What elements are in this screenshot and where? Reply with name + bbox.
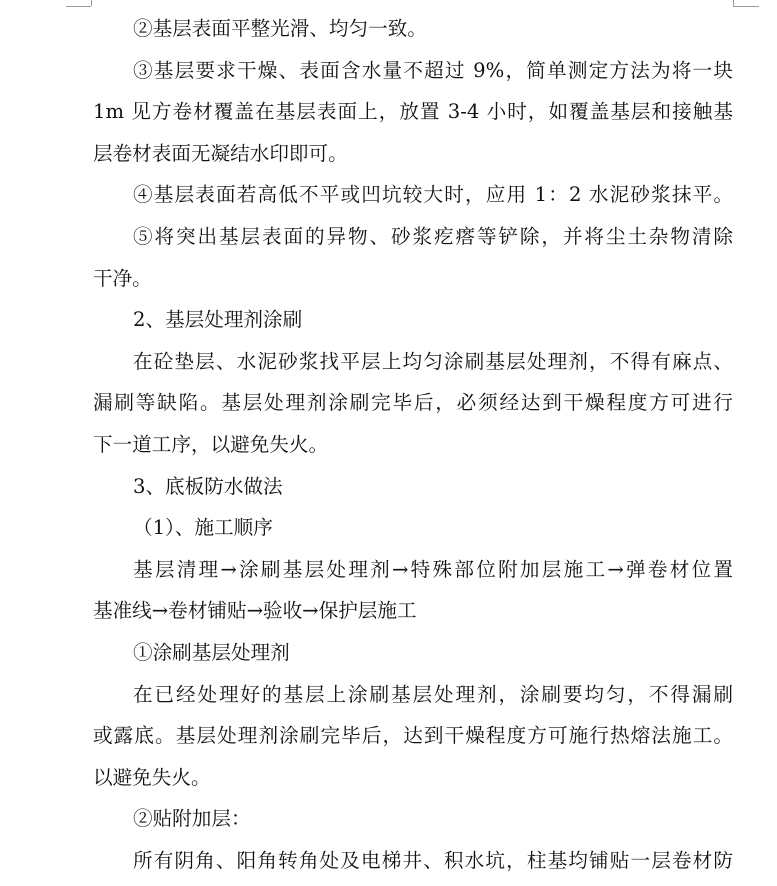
- text-line: 在砼垫层、水泥砂浆找平层上均匀涂刷基层处理剂，不得有麻点、: [133, 349, 733, 373]
- text-line: 基准线→卷材铺贴→验收→保护层施工: [93, 599, 417, 623]
- text-line: 下一道工序，以避免失火。: [93, 432, 329, 456]
- margin-corner-mark: [733, 6, 759, 7]
- text-line: 以避免失火。: [93, 765, 211, 789]
- text-line: 层卷材表面无凝结水印即可。: [93, 141, 348, 165]
- text-line: 在已经处理好的基层上涂刷基层处理剂，涂刷要均匀，不得漏刷: [133, 682, 733, 706]
- text-line: 干净。: [93, 266, 152, 290]
- text-line: 所有阴角、阳角转角处及电梯井、积水坑，柱基均铺贴一层卷材防: [133, 848, 733, 872]
- text-line: 或露底。基层处理剂涂刷完毕后，达到干燥程度方可施行热熔法施工。: [93, 724, 733, 748]
- document-body: [93, 8, 733, 881]
- text-line: 漏刷等缺陷。基层处理剂涂刷完毕后，必须经达到干燥程度方可进行: [93, 391, 733, 415]
- text-line: 基层清理→涂刷基层处理剂→特殊部位附加层施工→弹卷材位置: [133, 557, 733, 581]
- text-line: 1m 见方卷材覆盖在基层表面上，放置 3-4 小时，如覆盖基层和接触基: [93, 100, 733, 124]
- text-line: 2、基层处理剂涂刷: [133, 308, 303, 332]
- text-line: ⑤将突出基层表面的异物、砂浆疙瘩等铲除，并将尘土杂物清除: [133, 224, 733, 248]
- margin-corner-mark: [66, 6, 91, 7]
- margin-corner-mark: [91, 0, 92, 6]
- text-line: ③基层要求干燥、表面含水量不超过 9%，简单测定方法为将一块: [133, 58, 733, 82]
- text-line: ①涂刷基层处理剂: [133, 640, 290, 664]
- text-line: ④基层表面若高低不平或凹坑较大时，应用 1：2 水泥砂浆抹平。: [133, 183, 733, 207]
- text-line: ②贴附加层：: [133, 807, 251, 831]
- text-line: 3、底板防水做法: [133, 474, 283, 498]
- text-line: ②基层表面平整光滑、均匀一致。: [133, 17, 427, 40]
- text-line: （1）、施工顺序: [133, 516, 273, 540]
